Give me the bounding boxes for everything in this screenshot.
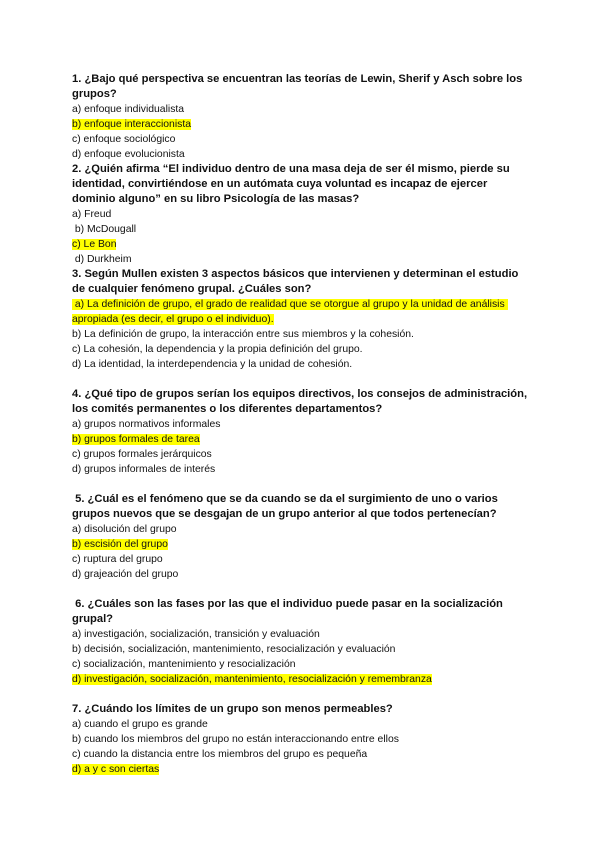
option-d-correct: d) a y c son ciertas [72, 764, 160, 775]
option-a-correct: a) La definición de grupo, el grado de realidad que se otorgue al grupo y la unidad de análisis apropiada (es decir, el grupo o el individuo). [72, 299, 508, 325]
question-1 [72, 72, 532, 162]
quiz-page [72, 72, 532, 777]
question-text: 1. ¿Bajo qué perspectiva se encuentran las teorías de Lewin, Sherif y Asch sobre los grupos? [72, 73, 523, 100]
option-a: a) cuando el grupo es grande [72, 719, 208, 730]
spacer [72, 477, 532, 492]
spacer [72, 582, 532, 597]
option-b-correct: b) grupos formales de tarea [72, 434, 200, 445]
question-3 [72, 267, 532, 372]
option-c: c) enfoque sociológico [72, 134, 176, 145]
option-b-correct: b) escisión del grupo [72, 539, 168, 550]
option-a: a) disolución del grupo [72, 524, 177, 535]
option-c-correct: c) Le Bon [72, 239, 117, 250]
option-a: a) enfoque individualista [72, 104, 185, 115]
option-c: c) La cohesión, la dependencia y la propia definición del grupo. [72, 344, 363, 355]
option-a: a) investigación, socialización, transición y evaluación [72, 629, 320, 640]
option-b: b) McDougall [72, 224, 137, 235]
question-4 [72, 387, 532, 477]
question-text: 5. ¿Cuál es el fenómeno que se da cuando se da el surgimiento de uno o varios grupos nuevos que se desgajan de un grupo anterior al que todos pertenecían? [72, 493, 501, 520]
option-c: c) ruptura del grupo [72, 554, 163, 565]
question-7 [72, 702, 532, 777]
option-d: d) La identidad, la interdependencia y la unidad de cohesión. [72, 359, 353, 370]
spacer [72, 372, 532, 387]
option-a: a) Freud [72, 209, 112, 220]
option-c: c) socialización, mantenimiento y resocialización [72, 659, 296, 670]
option-b: b) La definición de grupo, la interacción entre sus miembros y la cohesión. [72, 329, 414, 340]
question-6 [72, 597, 532, 687]
question-2 [72, 162, 532, 267]
question-text: 7. ¿Cuándo los límites de un grupo son menos permeables? [72, 703, 393, 715]
question-text: 6. ¿Cuáles son las fases por las que el individuo puede pasar en la socialización grupal? [72, 598, 506, 625]
option-c: c) cuando la distancia entre los miembros del grupo es pequeña [72, 749, 368, 760]
option-b-correct: b) enfoque interaccionista [72, 119, 191, 130]
spacer [72, 687, 532, 702]
question-5 [72, 492, 532, 582]
option-d: d) grupos informales de interés [72, 464, 216, 475]
option-d-correct: d) investigación, socialización, mantenimiento, resocialización y remembranza [72, 674, 432, 685]
question-text: 3. Según Mullen existen 3 aspectos básicos que intervienen y determinan el estudio de cualquier fenómeno grupal. ¿Cuáles son? [72, 268, 519, 295]
option-d: d) enfoque evolucionista [72, 149, 185, 160]
option-b: b) cuando los miembros del grupo no están interaccionando entre ellos [72, 734, 399, 745]
option-c: c) grupos formales jerárquicos [72, 449, 212, 460]
option-d: d) grajeación del grupo [72, 569, 179, 580]
question-text: 2. ¿Quién afirma “El individuo dentro de una masa deja de ser él mismo, pierde su identidad, convirtiéndose en un autómata cuya voluntad es incapaz de ejercer dominio alguno” en su libro Psicología de las masas? [72, 163, 510, 205]
option-d: d) Durkheim [72, 254, 132, 265]
option-b: b) decisión, socialización, mantenimiento, resocialización y evaluación [72, 644, 396, 655]
question-text: 4. ¿Qué tipo de grupos serían los equipos directivos, los consejos de administración, los comités permanentes o los diferentes departamentos? [72, 388, 528, 415]
option-a: a) grupos normativos informales [72, 419, 221, 430]
